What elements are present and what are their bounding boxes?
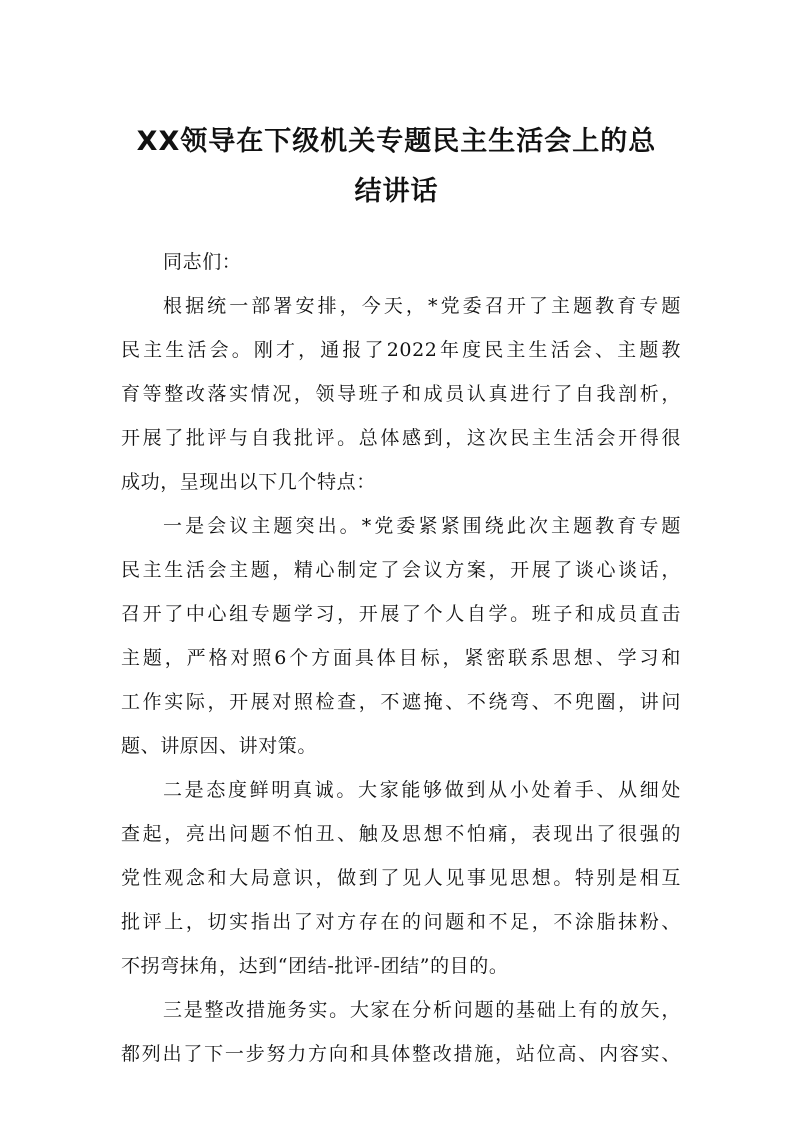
- paragraph-line: 根据统一部署安排，今天，*党委召开了主题教育专题: [163, 295, 681, 317]
- paragraph-line: 主题，严格对照6个方面具体目标，紧密联系思想、学习和: [121, 647, 681, 669]
- paragraph-line: 三是整改措施务实。大家在分析问题的基础上有的放矢，: [163, 999, 681, 1021]
- paragraph-line: 不拐弯抹角，达到“团结-批评-团结”的目的。: [121, 955, 509, 977]
- paragraph-line: 查起，亮出问题不怕丑、触及思想不怕痛，表现出了很强的: [121, 823, 681, 845]
- paragraph-line: 民主生活会主题，精心制定了会议方案，开展了谈心谈话，: [121, 559, 681, 581]
- paragraph-line: 开展了批评与自我批评。总体感到，这次民主生活会开得很: [121, 427, 681, 449]
- document-title-line-2: 结讲话: [354, 176, 439, 207]
- paragraph-line: 都列出了下一步努力方向和具体整改措施，站位高、内容实、: [121, 1043, 681, 1065]
- paragraph-line: 批评上，切实指出了对方存在的问题和不足，不涂脂抹粉、: [121, 911, 681, 933]
- paragraph-line: 二是态度鲜明真诚。大家能够做到从小处着手、从细处: [163, 779, 681, 801]
- paragraph-line: 民主生活会。刚才，通报了2022年度民主生活会、主题教: [121, 339, 681, 361]
- paragraph-line: 召开了中心组专题学习，开展了个人自学。班子和成员直击: [121, 603, 681, 625]
- paragraph-line: 成功，呈现出以下几个特点：: [121, 471, 376, 493]
- paragraph-line: 党性观念和大局意识，做到了见人见事见思想。特别是相互: [121, 867, 681, 889]
- paragraph-line: 育等整改落实情况，领导班子和成员认真进行了自我剖析，: [121, 383, 681, 405]
- document-title-line-1: XX领导在下级机关专题民主生活会上的总: [136, 126, 657, 157]
- paragraph-line: 工作实际，开展对照检查，不遮掩、不绕弯、不兜圈，讲问: [121, 691, 681, 713]
- paragraph-line: 一是会议主题突出。*党委紧紧围绕此次主题教育专题: [163, 515, 681, 537]
- paragraph-line: 题、讲原因、讲对策。: [121, 735, 318, 757]
- greeting: 同志们：: [163, 251, 242, 273]
